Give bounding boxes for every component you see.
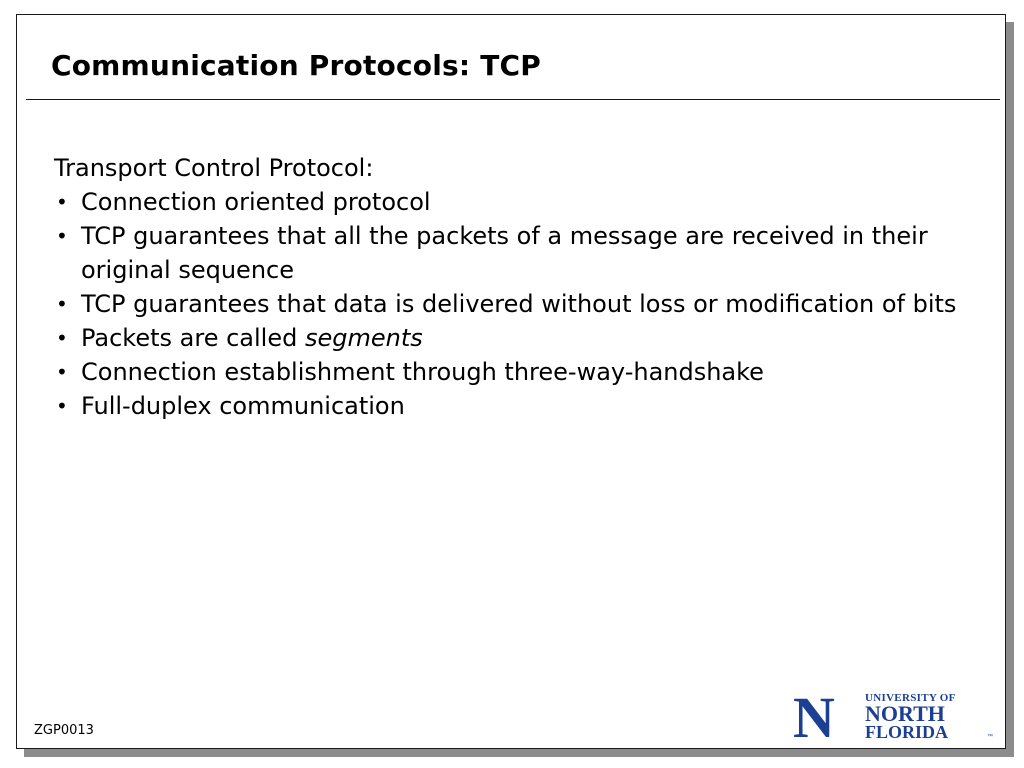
bullet-text: Packets are called [81, 324, 305, 352]
bullet-item [54, 389, 974, 423]
bullet-item [54, 355, 974, 389]
bullet-text: Connection establishment through three-way-handshake [81, 358, 764, 386]
bullet-emphasis: segments [304, 324, 423, 352]
bullet-text: TCP guarantees that data is delivered without loss or modification of bits [81, 290, 957, 318]
logo-line2: NORTH [865, 701, 945, 726]
bullet-item [54, 219, 974, 287]
logo-trademark: ™ [987, 734, 993, 740]
bullet-icon: • [56, 394, 68, 418]
bullet-icon: • [56, 360, 68, 384]
bullet-list [54, 185, 974, 423]
slide-body [54, 151, 974, 423]
logo-letter: N [793, 689, 835, 741]
bullet-icon: • [56, 224, 68, 248]
bullet-icon: • [56, 292, 68, 316]
bullet-text: Connection oriented protocol [81, 188, 431, 216]
bullet-item [54, 185, 974, 219]
slide [16, 14, 1006, 749]
title-divider [26, 99, 1000, 100]
slide-title: Communication Protocols: TCP [51, 49, 541, 82]
logo-line3: FLORIDA [865, 722, 949, 741]
logo-line1: UNIVERSITY OF [865, 692, 956, 704]
intro-text: Transport Control Protocol: [54, 154, 374, 182]
bullet-item [54, 287, 974, 321]
bullet-icon: • [56, 326, 68, 350]
bullet-item [54, 321, 974, 355]
bullet-text: TCP guarantees that all the packets of a message are received in their original sequence [81, 222, 928, 284]
slide-code: ZGP0013 [34, 723, 94, 738]
unf-logo [793, 689, 998, 741]
bullet-text: Full-duplex communication [81, 392, 405, 420]
bullet-icon: • [56, 190, 68, 214]
